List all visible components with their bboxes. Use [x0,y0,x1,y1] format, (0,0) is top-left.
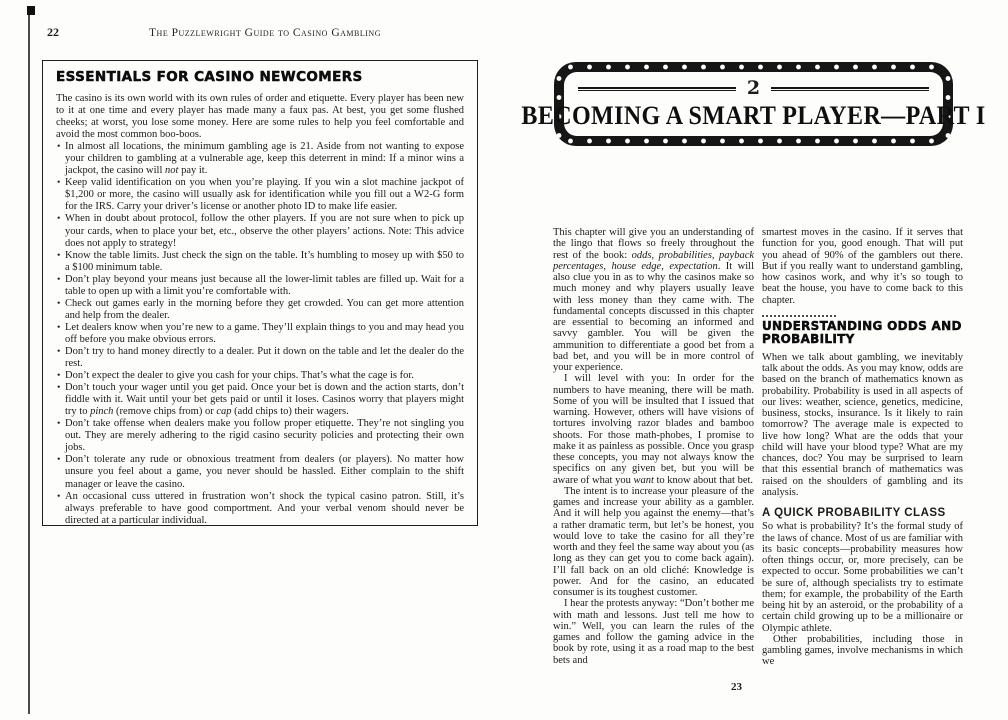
subsection-heading-probability-class: A QUICK PROBABILITY CLASS [762,507,946,519]
section-dotted-rule [762,315,836,317]
section-heading-odds-probability: UNDERSTANDING ODDS AND PROBABILITY [762,318,962,347]
sidebar-bullet: • Keep valid identification on you when you’re playing. If you win a slot machine jackpot of $1,200 or more, the casino will usually ask for identification while you fill out a W2-G form for the IRS. Carry your driver’s license or another photo ID to make life easier. [56,177,464,213]
body-paragraph: I hear the protests anyway: “Don’t bother me with math and lessons. Just tell me how to win.” Well, you can learn the rules of the games and follow the gaming advice in the book by rote, using it as a road map to the best bets and [553,598,754,666]
chapter-number-row [578,79,929,98]
body-column-2 [762,227,963,668]
page-edge-line [28,14,30,714]
right-page-number: 23 [731,681,742,693]
sidebar-bullet: • An occasional cuss uttered in frustration won’t shock the typical casino patron. Still, it’s always preferable to have good comportment. And your verbal venom should never be directed at a particular individual. [56,491,464,527]
sidebar-bullet: • Don’t tolerate any rude or obnoxious treatment from dealers (or players). No matter how unsure you feel about a game, you never should be hassled. Either complain to the shift manager or leave the casino. [56,454,464,490]
body-paragraph: smartest moves in the casino. If it serves that function for you, good enough. That will put you ahead of 90% of the gamblers out there. But if you really want to understand gambling, how casinos work, and why it’s so tough to beat the house, you have to come back to this chapter. [762,227,963,306]
sidebar-bullet: • Let dealers know when you’re new to a game. They’ll explain things to you and may head you off before you make obvious errors. [56,322,464,346]
chapter-marquee-border [521,62,986,146]
sidebar-bullet: • Check out games early in the morning before they get crowded. You can get more attention and help from the dealer. [56,298,464,322]
sidebar-box-title: ESSENTIALS FOR CASINO NEWCOMERS [56,69,363,85]
sidebar-bullet: • Don’t try to hand money directly to a dealer. Put it down on the table and let the dealer do the rest. [56,346,464,370]
chapter-title: BECOMING A SMART PLAYER—PART I [521,101,986,131]
sidebar-bullet: • Don’t touch your wager until you get paid. Once your bet is down and the action starts, don’t fiddle with it. Wait until your bet gets paid or until it loses. Casinos worry that players might try to pinch (remove chips from) or cap (add chips to) their wagers. [56,382,464,418]
sidebar-bullet: • Don’t play beyond your means just because all the lower-limit tables are filled up. Wait for a table to open up with a limit you’re comfortable with. [56,274,464,298]
body-paragraph: When we talk about gambling, we inevitably talk about the odds. As you may know, odds are based on the branch of mathematics known as probability. Probability is used in all aspects of our lives: weather, science, genetics, medicine, business, stocks, insurance. Is it likely to rain tomorrow? The average male is expected to live how long? What are the odds that your child will have your blood type? What are my chances, doc? You may be surprised to learn that this essential branch of mathematics was raised on the shoulders of gambling and its analysis. [762,351,963,498]
essentials-sidebar-box [42,60,478,526]
left-page-number: 22 [47,25,59,39]
chapter-heading-panel [521,72,986,136]
running-head: The Puzzlewright Guide to Casino Gambling [149,27,381,39]
double-rule-right [771,87,929,91]
chapter-number: 2 [746,77,761,99]
sidebar-bullet: • In almost all locations, the minimum gambling age is 21. Aside from not wanting to expose your children to gambling at a vulnerable age, keep this deterrent in mind: If a minor wins a jackpot, the casino will not pay it. [56,141,464,177]
body-paragraph: This chapter will give you an understanding of the lingo that flows so freely throughout the rest of the book: odds, probabilities, payback percentages, house edge, expectation. It will also clue you in as to why the casinos make so much money and why players usually leave with less money than they came with. The fundamental concepts discussed in this chapter are essential to becoming an informed and savvy gambler. You will be given the ammunition to differentiate a good bet from a bad bet, and you will be in more control of your experience. [553,227,755,373]
scan-artifact [27,6,35,15]
sidebar-bullet: • Don’t expect the dealer to give you cash for your chips. That’s what the cage is for. [56,370,464,382]
sidebar-intro-paragraph: The casino is its own world with its own rules of order and etiquette. Every player has been new to it at one time and every player has made many a faux pas. At best, you get some flushed cheeks; at worst, you lose some money. Here are some rules to help you feel comfortable and avoid the most common boo-boos. [56,93,464,141]
body-column-1 [553,227,754,666]
double-rule-left [578,87,736,91]
sidebar-box-body [56,93,464,527]
sidebar-bullet: • Don’t take offense when dealers make you follow proper etiquette. They’re not singling you out. They are merely adhering to the rigid casino security policies and protecting their own jobs. [56,418,464,454]
body-paragraph: Other probabilities, including those in gambling games, involve mechanisms in which we [762,633,963,668]
body-paragraph: So what is probability? It’s the formal study of the laws of chance. Most of us are familiar with its basic concepts—probability measures how often things occur, or, more precisely, can be expected to occur. Some probabilities we can’t be sure of, although specialists try to estimate them; for example, the probability of the Earth being hit by an asteroid, or the probability of a certain child growing up to be a millionaire or Olympic athlete. [762,521,963,634]
body-paragraph: I will level with you: In order for the numbers to have meaning, there will be math. Some of you will be insulted that I issued that warning. However, others will have visions of tortures involving razor blades and bamboo shoots. For those math-phobes, I promise to make it as painless as possible. Once you grasp these concepts, you may not always know the specifics on any given bet, but you will be aware of what you want to know about that bet. [553,373,754,486]
sidebar-bullet: • Know the table limits. Just check the sign on the table. It’s humbling to mosey up with $50 to a $100 minimum table. [56,250,464,274]
body-paragraph: The intent is to increase your pleasure of the games and increase your ability as a gambler. And it will help you against the enemy—that’s a rather dramatic term, but let’s be honest, you would love to take the casino for all they’re worth and they feel the same way about you (as long as they can get you to come back again). I’ll fall back on an old cliché: Knowledge is power. And for the casino, an educated consumer is its toughest customer. [553,485,754,598]
sidebar-bullet: • When in doubt about protocol, follow the other players. If you are not sure when to pick up your cards, when to place your bet, etc., observe the other players’ actions. Note: This advice does not apply to strategy! [56,213,464,249]
